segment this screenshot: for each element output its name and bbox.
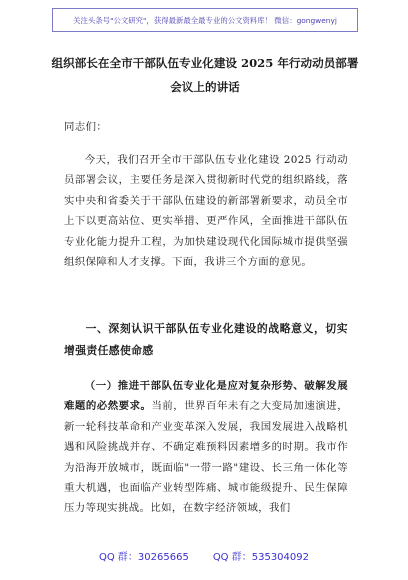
subsection-heading-1: （一）推进干部队伍专业化是应对复杂形势、破解发展难题的必然要求。 <box>64 380 348 413</box>
subsection-text-1: 当前，世界百年未有之大变局加速演进，新一轮科技革命和产业变革深入发展，我国发展进入战略机遇和风险挑战并存、不确定难预料因素增多的时期。我市作为沿海开放城市，既面临"一带一路"建设、长三角一体化等重大机遇，也面临产业转型阵痛、城市能级提升、民生保障压力等现实挑战。比如，在数字经济领域，我们 <box>64 400 349 515</box>
salutation: 同志们： <box>64 121 108 133</box>
section-heading-1: 一、深刻认识干部队伍专业化建设的战略意义，切实增强责任感使命感 <box>64 322 348 357</box>
top-banner: 关注头条号"公文研究"，获得最新最全最专业的公文资料库！ 微信：gongwenyj <box>52 8 358 32</box>
page-footer <box>0 548 408 563</box>
subsection-paragraph-1 <box>64 376 348 519</box>
document-title-line2: 会议上的讲话 <box>170 80 240 94</box>
qq-group-1: QQ 群：30265665 <box>98 552 189 563</box>
document-title-line1: 组织部长在全市干部队伍专业化建设 2025 年行动动员部署 <box>51 56 359 70</box>
qq-group-2: QQ 群：535304092 <box>212 552 309 563</box>
intro-paragraph: 今天，我们召开全市干部队伍专业化建设 2025 行动动员部署会议，主要任务是深入贯彻新时代党的组织路线，落实中央和省委关于干部队伍建设的新部署新要求，动员全市上下以更高站位、更实举措、更严作风，全面推进干部队伍专业化能力提升工程，为加快建设现代化国际城市提供坚强组织保障和人才支撑。下面，我讲三个方面的意见。 <box>64 154 348 269</box>
